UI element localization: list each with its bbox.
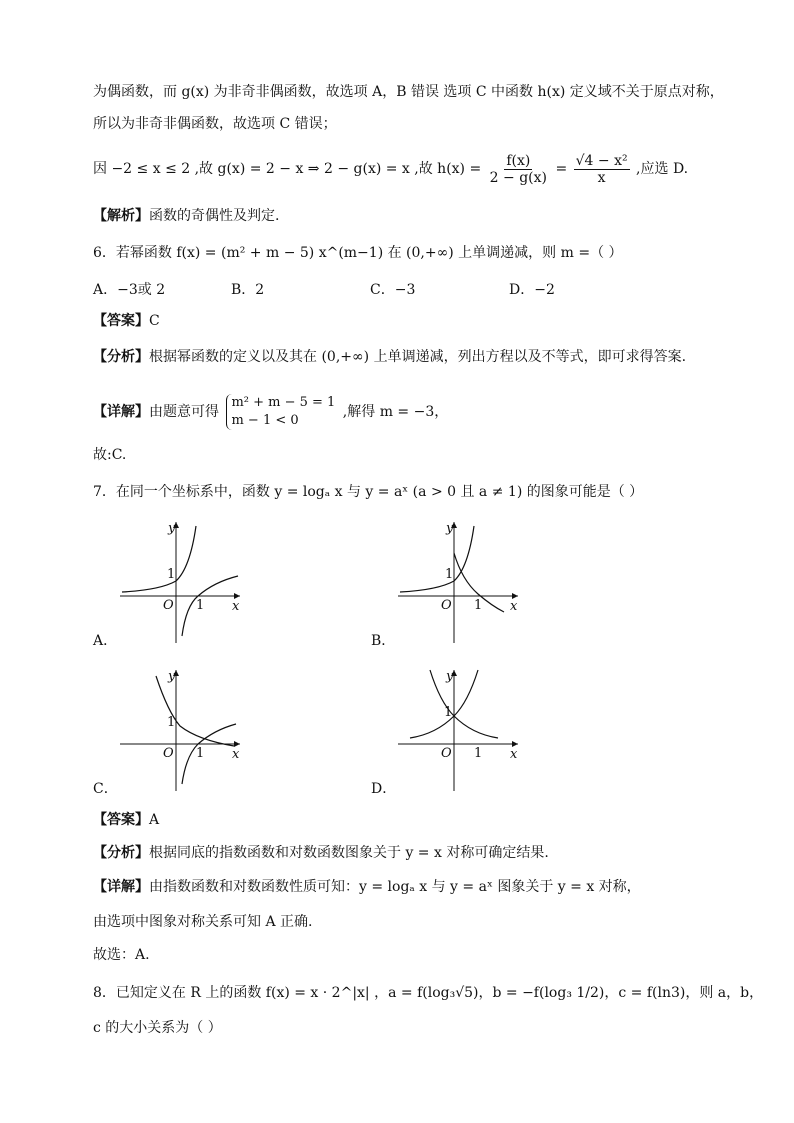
x-label: x [232,747,240,762]
answer-tag: 【答案】 [93,812,149,828]
detail-tag: 【详解】 [93,879,149,895]
graph-c [110,666,250,794]
origin-label: O [441,598,452,613]
question-8-line-2: c 的大小关系为（ ） [93,1020,222,1036]
answer-7 [93,810,159,830]
origin-label: O [441,746,452,761]
fraction-f-over-2-g [488,153,549,186]
y-label: y [168,669,176,684]
detail-text: 由指数函数和对数函数性质可知：y = logₐ x 与 y = aˣ 图象关于 y = x 对称， [149,879,641,895]
fraction-numerator: √4 − x² [575,152,628,169]
exp-curve [122,526,196,592]
line3-part-b: ,应选 D. [636,161,689,177]
detail-text-a: 由题意可得 [149,404,219,420]
detail-6 [93,392,448,432]
x-one-label: 1 [474,746,483,761]
detail-text-b: ,解得 m = −3， [342,404,449,420]
y-label: y [446,521,454,536]
graph-d-label: D． [371,781,397,797]
line3-part-a: 因 −2 ≤ x ≤ 2 ,故 g(x) = 2 − x ⇒ 2 − g(x) = x ,故 h(x) = [93,161,486,177]
x-one-label: 1 [196,598,205,613]
answer-value: C [149,313,160,329]
x-label: x [510,747,518,762]
x-label: x [510,599,518,614]
origin-label: O [163,746,174,761]
jiexi-tag: 【解析】 [93,208,149,224]
analysis-tag: 【分析】 [93,349,149,365]
graph-a-label: A． [93,633,118,649]
answer-value: A [149,812,160,828]
y-one-label: 1 [167,567,176,582]
equation-system [226,394,335,430]
analysis-7 [93,843,549,863]
conclusion-6: 故:C. [93,447,127,463]
detail-tag: 【详解】 [93,404,149,420]
q6-option-c: C．−3 [370,282,416,298]
graph-b-label: B． [371,633,396,649]
exp-curve [400,526,474,592]
text-line-3 [93,150,688,188]
answer-tag: 【答案】 [93,313,149,329]
system-eq-1: m² + m − 5 = 1 [231,395,336,410]
fraction-numerator: f(x) [506,152,531,169]
y-one-label: 1 [444,705,453,720]
analysis-text: 根据幂函数的定义以及其在 (0,+∞) 上单调递减，列出方程以及不等式，即可求得答案. [149,349,687,365]
text-line-2: 所以为非奇非偶函数，故选项 C 错误； [93,116,337,132]
analysis-text: 根据同底的指数函数和对数函数图象关于 y = x 对称可确定结果. [149,845,549,861]
detail-7-line-2: 由选项中图象对称关系可知 A 正确. [93,914,313,930]
fraction-denominator: x [597,169,606,186]
conclusion-7: 故选：A. [93,947,150,963]
detail-7 [93,877,641,897]
x-one-label: 1 [474,598,483,613]
y-one-label: 1 [167,715,176,730]
question-6: 6．若幂函数 f(x) = (m² + m − 5) x^(m−1) 在 (0,+∞) 上单调递减，则 m =（ ） [93,245,623,261]
x-one-label: 1 [196,746,205,761]
log-curve [182,576,238,636]
graph-a [110,518,250,646]
graph-d [388,666,528,794]
decreasing-exp-curve [156,676,234,746]
question-7: 7．在同一个坐标系中，函数 y = logₐ x 与 y = aˣ (a > 0 且 a ≠ 1) 的图象可能是（ ） [93,484,644,500]
y-label: y [168,521,176,536]
jiexi-text: 函数的奇偶性及判定. [149,208,280,224]
text-line-1: 为偶函数，而 g(x) 为非奇非偶函数，故选项 A，B 错误 选项 C 中函数 h(x) 定义域不关于原点对称， [93,84,724,100]
graph-c-label: C． [93,781,118,797]
y-one-label: 1 [445,567,454,582]
fraction-denominator: 2 − g(x) [489,169,547,186]
q6-option-b: B．2 [231,282,265,298]
analysis-6 [93,347,686,367]
q6-option-a: A．−3或 2 [93,282,166,298]
jiexi-line [93,206,279,226]
equals-sign: = [555,161,568,177]
q6-option-d: D．−2 [509,282,555,298]
origin-label: O [163,598,174,613]
graph-b [388,518,528,646]
y-label: y [446,669,454,684]
answer-6 [93,311,160,331]
x-label: x [232,599,240,614]
system-eq-2: m − 1 < 0 [231,413,299,428]
question-8: 8．已知定义在 R 上的函数 f(x) = x · 2^|x| ，a = f(log₃√5)，b = −f(log₃ 1/2)，c = f(ln3)，则 a，b， [93,985,764,1001]
analysis-tag: 【分析】 [93,845,149,861]
fraction-sqrt-over-x [574,153,630,186]
